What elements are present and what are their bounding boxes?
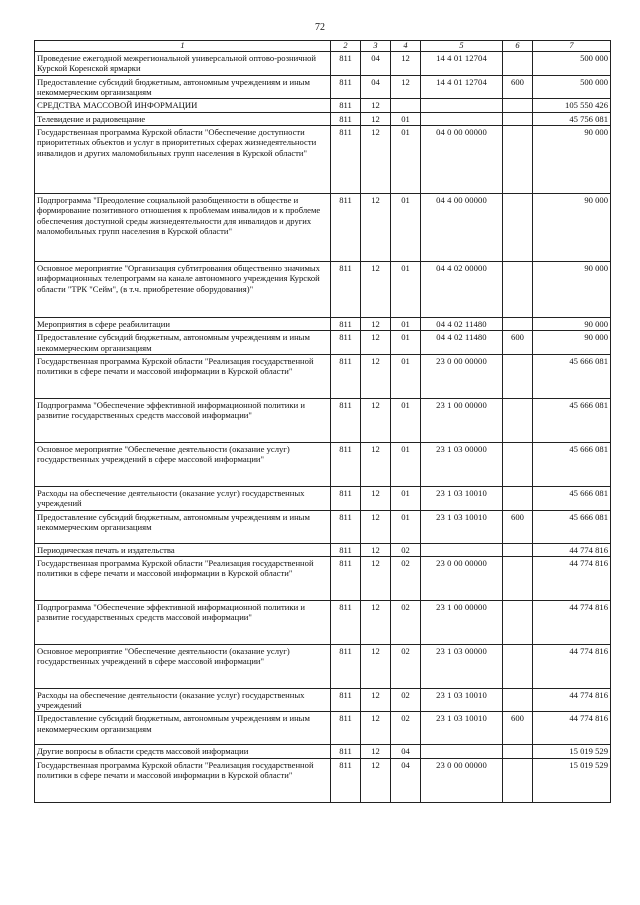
cell-vr xyxy=(503,745,533,758)
cell-vr xyxy=(503,317,533,330)
cell-pr: 02 xyxy=(391,644,421,688)
cell-gr: 811 xyxy=(331,758,361,802)
column-number: 2 xyxy=(331,41,361,52)
cell-sum: 500 000 xyxy=(533,75,611,99)
cell-rz: 12 xyxy=(361,644,391,688)
cell-gr: 811 xyxy=(331,193,361,261)
cell-sum: 15 019 529 xyxy=(533,745,611,758)
cell-name: Предоставление субсидий бюджетным, автономным учреждениям и иным некоммерческим организациям xyxy=(35,712,331,745)
cell-gr: 811 xyxy=(331,486,361,510)
cell-rz: 12 xyxy=(361,442,391,486)
cell-pr xyxy=(391,99,421,112)
cell-cs: 04 4 02 11480 xyxy=(421,331,503,355)
cell-gr: 811 xyxy=(331,510,361,543)
table-row xyxy=(35,331,611,355)
cell-rz: 12 xyxy=(361,99,391,112)
cell-name: Предоставление субсидий бюджетным, автономным учреждениям и иным некоммерческим организациям xyxy=(35,331,331,355)
cell-sum: 44 774 816 xyxy=(533,712,611,745)
table-row xyxy=(35,510,611,543)
cell-sum: 90 000 xyxy=(533,125,611,193)
table-row xyxy=(35,644,611,688)
cell-cs: 23 1 03 00000 xyxy=(421,442,503,486)
cell-rz: 12 xyxy=(361,600,391,644)
cell-rz: 12 xyxy=(361,758,391,802)
cell-rz: 12 xyxy=(361,486,391,510)
table-row xyxy=(35,75,611,99)
cell-rz: 12 xyxy=(361,543,391,556)
cell-name: Телевидение и радиовещание xyxy=(35,112,331,125)
cell-name: Государственная программа Курской области "Реализация государственной политики в сфере печати и массовой информации в Курской области" xyxy=(35,556,331,600)
cell-cs: 04 4 00 00000 xyxy=(421,193,503,261)
cell-vr: 600 xyxy=(503,510,533,543)
budget-table xyxy=(34,40,611,803)
cell-name: Подпрограмма "Преодоление социальной разобщенности в обществе и формирование позитивного отношения к проблемам инвалидов и к проблеме обеспечения доступной среды жизнедеятельности для инвалидов и других маломобильных групп населения в Курской области" xyxy=(35,193,331,261)
cell-vr xyxy=(503,543,533,556)
cell-rz: 12 xyxy=(361,745,391,758)
table-row xyxy=(35,193,611,261)
column-number: 6 xyxy=(503,41,533,52)
column-number: 7 xyxy=(533,41,611,52)
cell-name: Проведение ежегодной межрегиональной универсальной оптово-розничной Курской Коренской ярмарки xyxy=(35,52,331,76)
cell-cs: 04 4 02 11480 xyxy=(421,317,503,330)
cell-pr: 12 xyxy=(391,52,421,76)
cell-vr xyxy=(503,556,533,600)
table-row xyxy=(35,712,611,745)
cell-cs xyxy=(421,112,503,125)
cell-sum: 45 756 081 xyxy=(533,112,611,125)
cell-name: Государственная программа Курской области "Обеспечение доступности приоритетных объектов и услуг в приоритетных сферах жизнедеятельности инвалидов и других маломобильных групп населения в Курской области" xyxy=(35,125,331,193)
cell-name: Государственная программа Курской области "Реализация государственной политики в сфере печати и массовой информации в Курской области" xyxy=(35,758,331,802)
cell-name: Расходы на обеспечение деятельности (оказание услуг) государственных учреждений xyxy=(35,486,331,510)
cell-gr: 811 xyxy=(331,99,361,112)
table-row xyxy=(35,52,611,76)
table-row xyxy=(35,99,611,112)
cell-gr: 811 xyxy=(331,442,361,486)
cell-pr: 01 xyxy=(391,125,421,193)
cell-sum: 44 774 816 xyxy=(533,543,611,556)
column-number: 1 xyxy=(35,41,331,52)
cell-gr: 811 xyxy=(331,556,361,600)
cell-pr: 02 xyxy=(391,556,421,600)
column-number: 3 xyxy=(361,41,391,52)
cell-gr: 811 xyxy=(331,75,361,99)
cell-name: Мероприятия в сфере реабилитации xyxy=(35,317,331,330)
cell-cs xyxy=(421,99,503,112)
cell-name: Основное мероприятие "Обеспечение деятельности (оказание услуг) государственных учреждений в сфере массовой информации" xyxy=(35,442,331,486)
cell-vr xyxy=(503,442,533,486)
cell-vr xyxy=(503,354,533,398)
column-number: 4 xyxy=(391,41,421,52)
table-row xyxy=(35,543,611,556)
table-row xyxy=(35,688,611,712)
cell-rz: 12 xyxy=(361,331,391,355)
cell-cs: 23 1 00 00000 xyxy=(421,398,503,442)
cell-cs: 04 4 02 00000 xyxy=(421,261,503,317)
cell-vr xyxy=(503,52,533,76)
cell-vr xyxy=(503,193,533,261)
table-row xyxy=(35,398,611,442)
cell-vr: 600 xyxy=(503,712,533,745)
cell-pr: 04 xyxy=(391,745,421,758)
cell-sum: 45 666 081 xyxy=(533,354,611,398)
cell-vr xyxy=(503,486,533,510)
cell-gr: 811 xyxy=(331,331,361,355)
cell-pr: 01 xyxy=(391,398,421,442)
cell-cs: 23 1 03 10010 xyxy=(421,486,503,510)
cell-rz: 04 xyxy=(361,75,391,99)
cell-cs: 23 1 03 10010 xyxy=(421,510,503,543)
cell-pr: 01 xyxy=(391,261,421,317)
column-number: 5 xyxy=(421,41,503,52)
cell-vr: 600 xyxy=(503,331,533,355)
cell-vr xyxy=(503,600,533,644)
cell-cs: 23 1 03 10010 xyxy=(421,688,503,712)
cell-pr: 01 xyxy=(391,331,421,355)
cell-sum: 45 666 081 xyxy=(533,398,611,442)
cell-gr: 811 xyxy=(331,543,361,556)
cell-cs: 23 0 00 00000 xyxy=(421,556,503,600)
column-number-row xyxy=(35,41,611,52)
page-number: 72 xyxy=(315,22,325,33)
cell-sum: 44 774 816 xyxy=(533,644,611,688)
cell-sum: 90 000 xyxy=(533,193,611,261)
cell-sum: 44 774 816 xyxy=(533,600,611,644)
cell-name: Основное мероприятие "Обеспечение деятельности (оказание услуг) государственных учреждений в сфере массовой информации" xyxy=(35,644,331,688)
cell-cs: 14 4 01 12704 xyxy=(421,75,503,99)
cell-name: Предоставление субсидий бюджетным, автономным учреждениям и иным некоммерческим организациям xyxy=(35,510,331,543)
table-row xyxy=(35,261,611,317)
cell-pr: 01 xyxy=(391,193,421,261)
cell-sum: 15 019 529 xyxy=(533,758,611,802)
cell-cs: 23 1 00 00000 xyxy=(421,600,503,644)
table-row xyxy=(35,317,611,330)
cell-gr: 811 xyxy=(331,125,361,193)
cell-rz: 12 xyxy=(361,556,391,600)
cell-gr: 811 xyxy=(331,745,361,758)
cell-pr: 01 xyxy=(391,510,421,543)
cell-sum: 44 774 816 xyxy=(533,688,611,712)
cell-rz: 12 xyxy=(361,125,391,193)
cell-rz: 12 xyxy=(361,688,391,712)
table-row xyxy=(35,125,611,193)
cell-gr: 811 xyxy=(331,398,361,442)
cell-sum: 44 774 816 xyxy=(533,556,611,600)
cell-vr: 600 xyxy=(503,75,533,99)
cell-vr xyxy=(503,688,533,712)
cell-sum: 45 666 081 xyxy=(533,510,611,543)
table-row xyxy=(35,758,611,802)
cell-rz: 12 xyxy=(361,354,391,398)
cell-gr: 811 xyxy=(331,644,361,688)
cell-gr: 811 xyxy=(331,354,361,398)
cell-name: Государственная программа Курской области "Реализация государственной политики в сфере печати и массовой информации в Курской области" xyxy=(35,354,331,398)
cell-gr: 811 xyxy=(331,317,361,330)
cell-name: Расходы на обеспечение деятельности (оказание услуг) государственных учреждений xyxy=(35,688,331,712)
cell-pr: 01 xyxy=(391,354,421,398)
cell-sum: 45 666 081 xyxy=(533,442,611,486)
cell-gr: 811 xyxy=(331,112,361,125)
cell-cs: 23 1 03 00000 xyxy=(421,644,503,688)
cell-name: Периодическая печать и издательства xyxy=(35,543,331,556)
cell-rz: 12 xyxy=(361,261,391,317)
cell-pr: 02 xyxy=(391,600,421,644)
cell-name: Подпрограмма "Обеспечение эффективной информационной политики и развитие государственных средств массовой информации" xyxy=(35,398,331,442)
cell-gr: 811 xyxy=(331,688,361,712)
cell-gr: 811 xyxy=(331,600,361,644)
cell-sum: 90 000 xyxy=(533,317,611,330)
cell-pr: 04 xyxy=(391,758,421,802)
cell-pr: 01 xyxy=(391,112,421,125)
cell-pr: 12 xyxy=(391,75,421,99)
cell-pr: 02 xyxy=(391,712,421,745)
cell-cs: 14 4 01 12704 xyxy=(421,52,503,76)
cell-sum: 500 000 xyxy=(533,52,611,76)
cell-pr: 02 xyxy=(391,543,421,556)
cell-vr xyxy=(503,125,533,193)
cell-name: Другие вопросы в области средств массовой информации xyxy=(35,745,331,758)
table-row xyxy=(35,556,611,600)
cell-rz: 12 xyxy=(361,112,391,125)
cell-cs xyxy=(421,543,503,556)
cell-rz: 12 xyxy=(361,193,391,261)
cell-pr: 01 xyxy=(391,317,421,330)
cell-rz: 12 xyxy=(361,317,391,330)
cell-gr: 811 xyxy=(331,52,361,76)
table-row xyxy=(35,442,611,486)
cell-sum: 105 550 426 xyxy=(533,99,611,112)
cell-pr: 01 xyxy=(391,442,421,486)
cell-vr xyxy=(503,398,533,442)
cell-vr xyxy=(503,112,533,125)
cell-rz: 04 xyxy=(361,52,391,76)
cell-name: Основное мероприятие "Организация субтитрования общественно значимых информационных телепрограмм на канале автономного учреждения Курской области "ТРК "Сейм", (в т.ч. приобретение оборудования)" xyxy=(35,261,331,317)
cell-rz: 12 xyxy=(361,398,391,442)
cell-gr: 811 xyxy=(331,261,361,317)
cell-cs: 23 0 00 00000 xyxy=(421,354,503,398)
cell-vr xyxy=(503,758,533,802)
cell-cs: 23 0 00 00000 xyxy=(421,758,503,802)
cell-sum: 90 000 xyxy=(533,331,611,355)
cell-pr: 02 xyxy=(391,688,421,712)
cell-vr xyxy=(503,99,533,112)
cell-vr xyxy=(503,644,533,688)
table-row xyxy=(35,745,611,758)
table-row xyxy=(35,486,611,510)
cell-cs xyxy=(421,745,503,758)
cell-rz: 12 xyxy=(361,712,391,745)
cell-rz: 12 xyxy=(361,510,391,543)
cell-gr: 811 xyxy=(331,712,361,745)
table-row xyxy=(35,112,611,125)
cell-name: Подпрограмма "Обеспечение эффективной информационной политики и развитие государственных средств массовой информации" xyxy=(35,600,331,644)
cell-sum: 90 000 xyxy=(533,261,611,317)
cell-cs: 04 0 00 00000 xyxy=(421,125,503,193)
cell-name: СРЕДСТВА МАССОВОЙ ИНФОРМАЦИИ xyxy=(35,99,331,112)
cell-pr: 01 xyxy=(391,486,421,510)
table-row xyxy=(35,600,611,644)
table-row xyxy=(35,354,611,398)
cell-cs: 23 1 03 10010 xyxy=(421,712,503,745)
cell-vr xyxy=(503,261,533,317)
cell-sum: 45 666 081 xyxy=(533,486,611,510)
cell-name: Предоставление субсидий бюджетным, автономным учреждениям и иным некоммерческим организациям xyxy=(35,75,331,99)
